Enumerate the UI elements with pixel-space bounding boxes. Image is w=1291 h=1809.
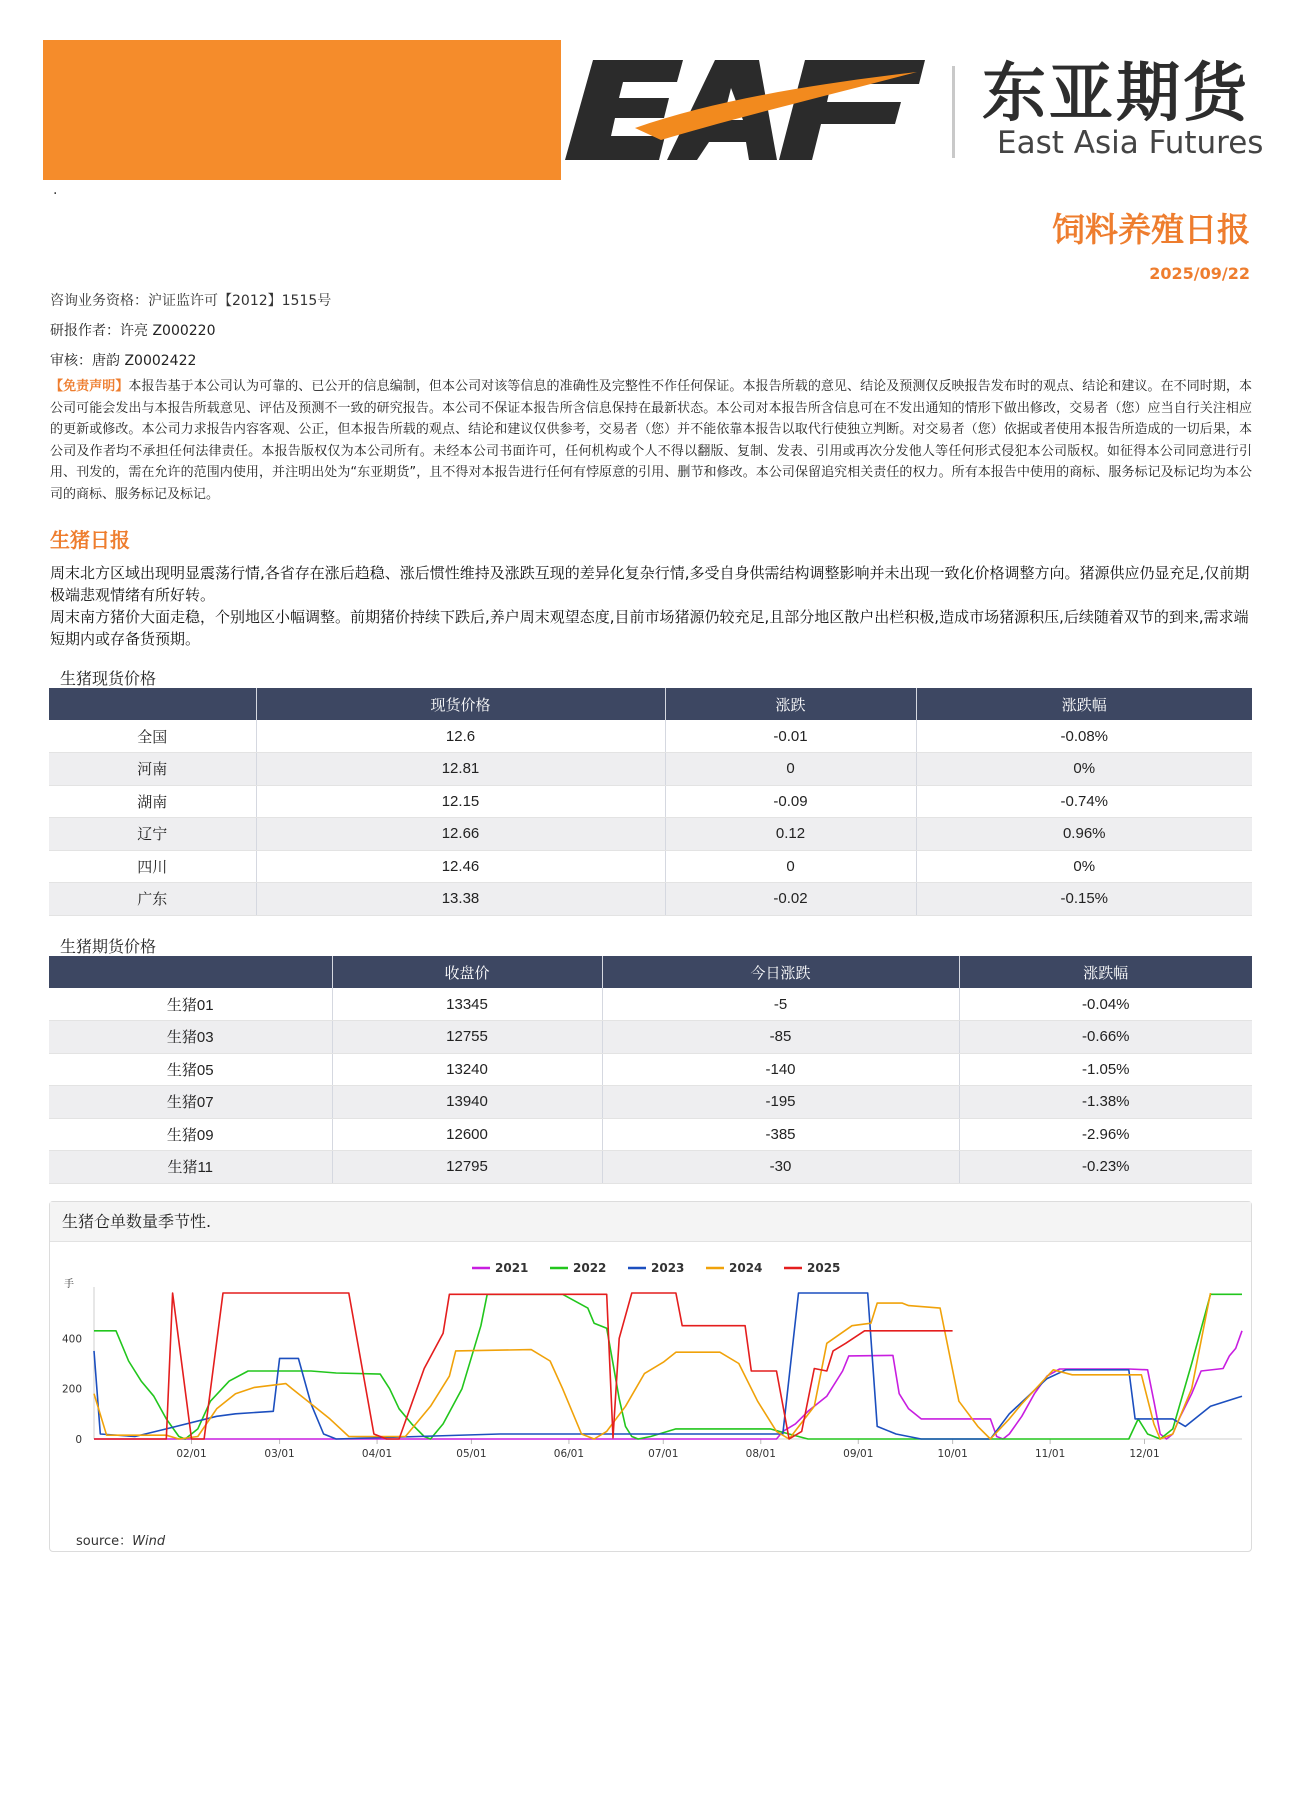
legend-label: 2023 [651,1261,685,1275]
table-cell: -0.09 [665,785,916,818]
table-cell: 12.66 [256,818,665,851]
seasonal-chart [50,1243,1251,1523]
qualification-line: 咨询业务资格：沪证监许可【2012】1515号 [50,293,332,309]
series-line-2024 [94,1293,1211,1439]
x-tick-label: 06/01 [553,1448,585,1460]
series-line-2022 [94,1294,1242,1439]
table-cell: 0% [916,753,1252,786]
table-row [49,1151,1252,1184]
x-tick-label: 03/01 [264,1448,295,1460]
futures-price-table [49,956,1252,1184]
stray-dot: . [53,182,58,198]
table-cell: 13.38 [256,883,665,916]
table-cell: -0.23% [959,1151,1252,1184]
x-tick-label: 07/01 [648,1448,679,1460]
source-label: source： [76,1534,133,1549]
legend-label: 2025 [807,1261,841,1275]
table-cell: -0.04% [959,988,1252,1021]
table-cell: 13940 [332,1086,602,1119]
disclaimer [50,376,1252,505]
table-cell: 12.6 [256,720,665,753]
table-cell: 12.15 [256,785,665,818]
table-row [49,988,1252,1021]
column-header: 涨跌 [665,688,916,720]
table-cell: 生猪11 [49,1151,332,1184]
report-title: 饲料养殖日报 [1052,210,1250,249]
column-header: 收盘价 [332,956,602,988]
table-cell: -2.96% [959,1118,1252,1151]
table-row [49,1021,1252,1054]
commentary-south: 周末南方猪价大面走稳，个别地区小幅调整。前期猪价持续下跌后,养户周末观望态度,目前市场猪源仍较充足,且部分地区散户出栏积极,造成市场猪源积压,后续随着双节的到来,需求端短期内或存备货预期。 [50,608,1249,648]
logo-divider [952,66,955,158]
table-row [49,818,1252,851]
x-tick-label: 02/01 [176,1448,207,1460]
table-row [49,753,1252,786]
table-row [49,883,1252,916]
x-tick-label: 04/01 [361,1448,393,1460]
chart-source [76,1530,165,1549]
column-header: 现货价格 [256,688,665,720]
table-cell: 0.96% [916,818,1252,851]
brand-name-cn: 东亚期货 [982,57,1250,131]
table-cell: 13345 [332,988,602,1021]
x-tick-label: 10/01 [937,1448,968,1460]
table-cell: -85 [602,1021,959,1054]
legend-label: 2022 [573,1261,607,1275]
table-cell: 0 [665,753,916,786]
table-cell: -0.02 [665,883,916,916]
source-name: Wind [132,1534,166,1549]
table-cell: -195 [602,1086,959,1119]
legend-label: 2021 [495,1261,529,1275]
table-cell: -385 [602,1118,959,1151]
table-cell: -5 [602,988,959,1021]
table-cell: -1.05% [959,1053,1252,1086]
x-tick-label: 08/01 [745,1448,776,1460]
table-row [49,1086,1252,1119]
y-axis-label: 手 [64,1279,74,1290]
table-cell: -0.74% [916,785,1252,818]
author-line: 研报作者：许亮 Z000220 [50,323,216,339]
table-row [49,1053,1252,1086]
table-cell: 广东 [49,883,256,916]
report-date: 2025/09/22 [1149,264,1250,283]
table-cell: -140 [602,1053,959,1086]
series-line-2025 [94,1293,953,1439]
table-cell: -0.08% [916,720,1252,753]
series-line-2021 [94,1331,1242,1439]
table-cell: -0.66% [959,1021,1252,1054]
table-row [49,850,1252,883]
y-tick-label: 400 [61,1333,82,1346]
chart-panel [49,1201,1252,1552]
section-title: 生猪日报 [50,528,130,552]
table-cell: 0% [916,850,1252,883]
table-cell: 全国 [49,720,256,753]
column-header [49,956,332,988]
table-cell: 辽宁 [49,818,256,851]
table-cell: -1.38% [959,1086,1252,1119]
column-header: 今日涨跌 [602,956,959,988]
x-tick-label: 05/01 [456,1448,487,1460]
table-cell: 湖南 [49,785,256,818]
table-cell: 13240 [332,1053,602,1086]
x-tick-label: 12/01 [1129,1448,1160,1460]
table-cell: 12795 [332,1151,602,1184]
table-cell: -30 [602,1151,959,1184]
table-cell: 12.81 [256,753,665,786]
disclaimer-tag: 【免责声明】 [50,379,129,394]
legend-label: 2024 [729,1261,763,1275]
futures-table-caption: 生猪期货价格 [60,937,157,956]
y-tick-label: 0 [75,1434,82,1446]
table-cell: 生猪09 [49,1118,332,1151]
table-cell: 0 [665,850,916,883]
x-tick-label: 11/01 [1035,1448,1066,1460]
column-header: 涨跌幅 [959,956,1252,988]
table-cell: -0.01 [665,720,916,753]
series-line-2023 [94,1293,1242,1439]
reviewer-line: 审核：唐韵 Z0002422 [50,353,197,369]
header-orange-banner [43,40,561,180]
table-cell: 生猪01 [49,988,332,1021]
x-tick-label: 09/01 [843,1448,874,1460]
brand-name-en: East Asia Futures [997,125,1264,161]
spot-table-caption: 生猪现货价格 [60,669,157,688]
column-header [49,688,256,720]
table-cell: 12755 [332,1021,602,1054]
eaf-logo [565,60,925,160]
table-cell: 生猪03 [49,1021,332,1054]
table-cell: 生猪05 [49,1053,332,1086]
table-cell: 12.46 [256,850,665,883]
y-tick-label: 200 [61,1383,82,1396]
column-header: 涨跌幅 [916,688,1252,720]
table-cell: -0.15% [916,883,1252,916]
table-row [49,720,1252,753]
disclaimer-text: 本报告基于本公司认为可靠的、已公开的信息编制，但本公司对该等信息的准确性及完整性不作任何保证。本报告所载的意见、结论及预测仅反映报告发布时的观点、结论和建议。在不同时期，本公司可能会发出与本报告所载意见、评估及预测不一致的研究报告。本公司不保证本报告所含信息保持在最新状态。本公司对本报告所含信息可在不发出通知的情形下做出修改，交易者（您）应当自行关注相应的更新或修改。本公司力求报告内容客观、公正，但本报告所载的观点、结论和建议仅供参考，交易者（您）并不能依靠本报告以取代行使独立判断。对交易者（您）依据或者使用本报告所造成的一切后果，本公司及作者均不承担任何法律责任。本报告版权仅为本公司所有。未经本公司书面许可，任何机构或个人不得以翻版、复制、发表、引用或再次分发他人等任何形式侵犯本公司版权。如征得本公司同意进行引用、刊发的，需在允许的范围内使用，并注明出处为“东亚期货”，且不得对本报告进行任何有悖原意的引用、删节和修改。本公司保留追究相关责任的权力。所有本报告中使用的商标、服务标记及标记均为本公司的商标、服务标记及标记。 [50,379,1252,502]
commentary-north: 周末北方区域出现明显震荡行情,各省存在涨后趋稳、涨后惯性维持及涨跌互现的差异化复杂行情,多受自身供需结构调整影响并未出现一致化价格调整方向。猪源供应仍显充足,仅前期极端悲观情绪有所好转。 [50,564,1250,604]
table-cell: 四川 [49,850,256,883]
table-row [49,785,1252,818]
table-cell: 12600 [332,1118,602,1151]
spot-price-table [49,688,1252,916]
chart-title: 生猪仓单数量季节性. [50,1202,1251,1242]
table-cell: 生猪07 [49,1086,332,1119]
table-row [49,1118,1252,1151]
table-cell: 河南 [49,753,256,786]
table-cell: 0.12 [665,818,916,851]
